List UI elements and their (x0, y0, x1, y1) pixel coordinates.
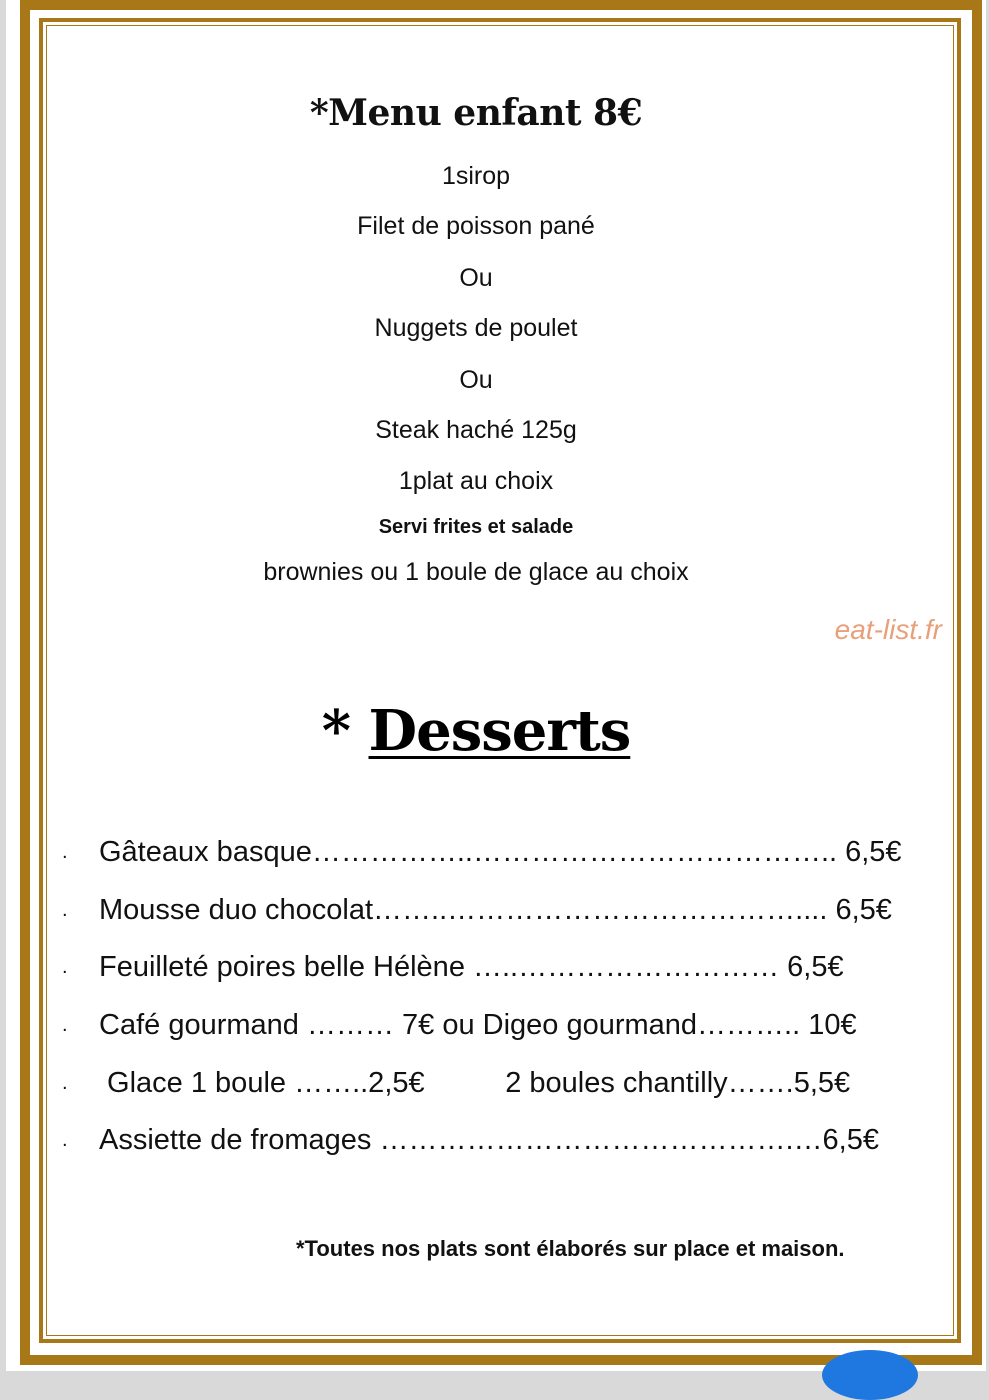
floating-action-button[interactable] (822, 1350, 918, 1400)
kids-menu-note: Servi frites et salade (378, 516, 574, 538)
dessert-item-text: Glace 1 boule ……..2,5€ 2 boules chantilly…….5,5€ (99, 1067, 851, 1099)
dessert-item-text: Café gourmand ……… 7€ ou Digeo gourmand……….. 10€ (99, 1009, 857, 1041)
footer-note: *Toutes nos plats sont élaborés sur place et maison. (296, 1236, 845, 1261)
dessert-item (62, 890, 902, 930)
bullet: . (62, 1014, 68, 1036)
kids-menu-title: *Menu enfant 8€ (309, 92, 643, 134)
dessert-item (62, 1005, 902, 1045)
kids-menu-line: Ou (459, 264, 493, 292)
dessert-item-text: Feuilleté poires belle Hélène …..……………………… 6,5€ (99, 951, 844, 983)
kids-menu-line: Nuggets de poulet (374, 314, 578, 342)
dessert-item-text: Assiette de fromages …………………………………….…6,5€ (99, 1124, 879, 1156)
dessert-item-text: Gâteaux basque……………..……………………………….. 6,5€ (99, 836, 902, 868)
bullet: . (62, 1072, 68, 1094)
bullet: . (62, 841, 68, 863)
desserts-heading (6, 698, 946, 764)
kids-menu-line: Ou (459, 366, 493, 394)
kids-menu-line: Filet de poisson pané (357, 212, 595, 240)
dessert-item (62, 1063, 902, 1103)
watermark: eat-list.fr (834, 614, 942, 645)
kids-menu-dessert-line: brownies ou 1 boule de glace au choix (263, 558, 689, 586)
dessert-item-text: Mousse duo chocolat……..……………………………….... 6,5€ (99, 894, 892, 926)
desserts-heading-word: Desserts (368, 698, 631, 764)
bullet: . (62, 1129, 68, 1151)
dessert-item (62, 832, 902, 872)
menu-page (6, 0, 986, 1371)
bullet: . (62, 956, 68, 978)
kids-menu-line: Steak haché 125g (375, 416, 577, 444)
kids-menu-line: 1sirop (441, 162, 511, 190)
dessert-item (62, 1120, 902, 1160)
bullet: . (62, 899, 68, 921)
dessert-item (62, 947, 902, 987)
kids-menu-line: 1plat au choix (398, 467, 554, 495)
desserts-heading-star: * (321, 698, 369, 764)
